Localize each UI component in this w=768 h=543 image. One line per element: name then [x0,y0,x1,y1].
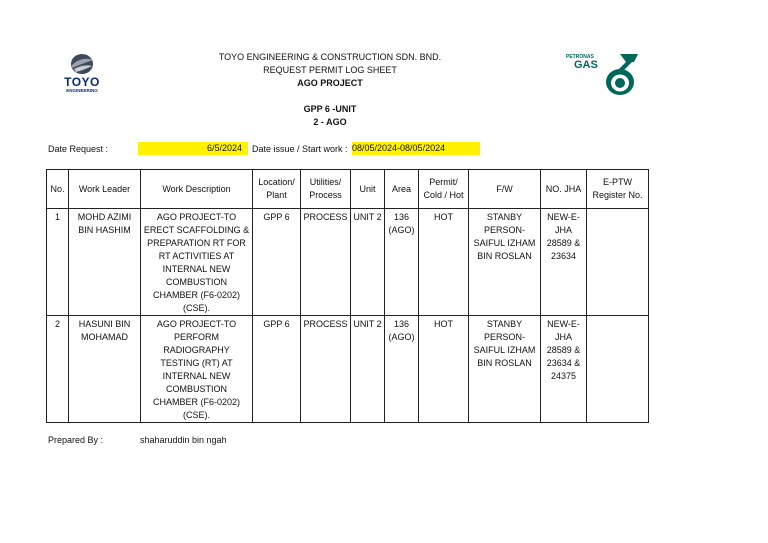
gas-logo-text: GAS [574,59,598,71]
cell-area: 136 (AGO) [385,316,419,423]
header-no: No. [47,170,69,209]
cell-work-description: AGO PROJECT-TO PERFORM RADIOGRAPHY TESTING (RT) AT INTERNAL NEW COMBUSTION CHAMBER (F6-0202) (CSE). [141,316,253,423]
header-eptw: E-PTW Register No. [587,170,649,209]
cell-eptw [587,209,649,316]
date-request-label: Date Request : [48,144,109,154]
cell-fw: STANBY PERSON- SAIFUL IZHAM BIN ROSLAN [469,316,541,423]
cell-fw: STANBY PERSON- SAIFUL IZHAM BIN ROSLAN [469,209,541,316]
cell-unit: UNIT 2 [351,316,385,423]
header-fw: F/W [469,170,541,209]
cell-utilities: PROCESS [301,316,351,423]
cell-no: 2 [47,316,69,423]
document-title: REQUEST PERMIT LOG SHEET [263,65,397,75]
project-name: AGO PROJECT [297,78,363,88]
cell-location: GPP 6 [253,316,301,423]
cell-permit: HOT [419,209,469,316]
cell-unit: UNIT 2 [351,209,385,316]
unit-line-2: 2 - AGO [313,117,347,127]
date-issue-label: Date issue / Start work : [252,144,348,154]
table-row [47,316,649,423]
petronas-emblem-icon [598,52,640,98]
prepared-by-value: shaharuddin bin ngah [140,435,227,445]
cell-work-leader: MOHD AZIMI BIN HASHIM [69,209,141,316]
header-unit: Unit [351,170,385,209]
cell-no: 1 [47,209,69,316]
cell-work-description: AGO PROJECT-TO ERECT SCAFFOLDING & PREPARATION RT FOR RT ACTIVITIES AT INTERNAL NEW COMBUSTION CHAMBER (F6-0202) (CSE). [141,209,253,316]
cell-eptw [587,316,649,423]
header-work-description: Work Description [141,170,253,209]
cell-permit: HOT [419,316,469,423]
header-permit: Permit/ Cold / Hot [419,170,469,209]
cell-jha: NEW-E-JHA 28589 & 23634 & 24375 [541,316,587,423]
date-issue-value: 08/05/2024-08/05/2024 [352,142,480,155]
header-location: Location/ Plant [253,170,301,209]
cell-jha: NEW-E-JHA 28589 & 23634 [541,209,587,316]
permit-log-table [46,169,649,423]
toyo-logo-subtext: ENGINEERING [66,88,98,93]
toyo-logo-text: TOYO [64,75,100,89]
toyo-globe-icon [68,52,96,76]
cell-area: 136 (AGO) [385,209,419,316]
header-area: Area [385,170,419,209]
header-utilities: Utilities/ Process [301,170,351,209]
header-work-leader: Work Leader [69,170,141,209]
header-jha: NO. JHA [541,170,587,209]
petronas-logo-text: PETRONAS [566,54,594,60]
cell-utilities: PROCESS [301,209,351,316]
cell-work-leader: HASUNI BIN MOHAMAD [69,316,141,423]
company-name: TOYO ENGINEERING & CONSTRUCTION SDN. BND. [218,52,442,62]
unit-line-1: GPP 6 -UNIT [303,104,357,114]
table-row [47,209,649,316]
date-request-value: 6/5/2024 [138,142,248,155]
cell-location: GPP 6 [253,209,301,316]
table-header-row [47,170,649,209]
prepared-by-label: Prepared By : [48,435,104,445]
